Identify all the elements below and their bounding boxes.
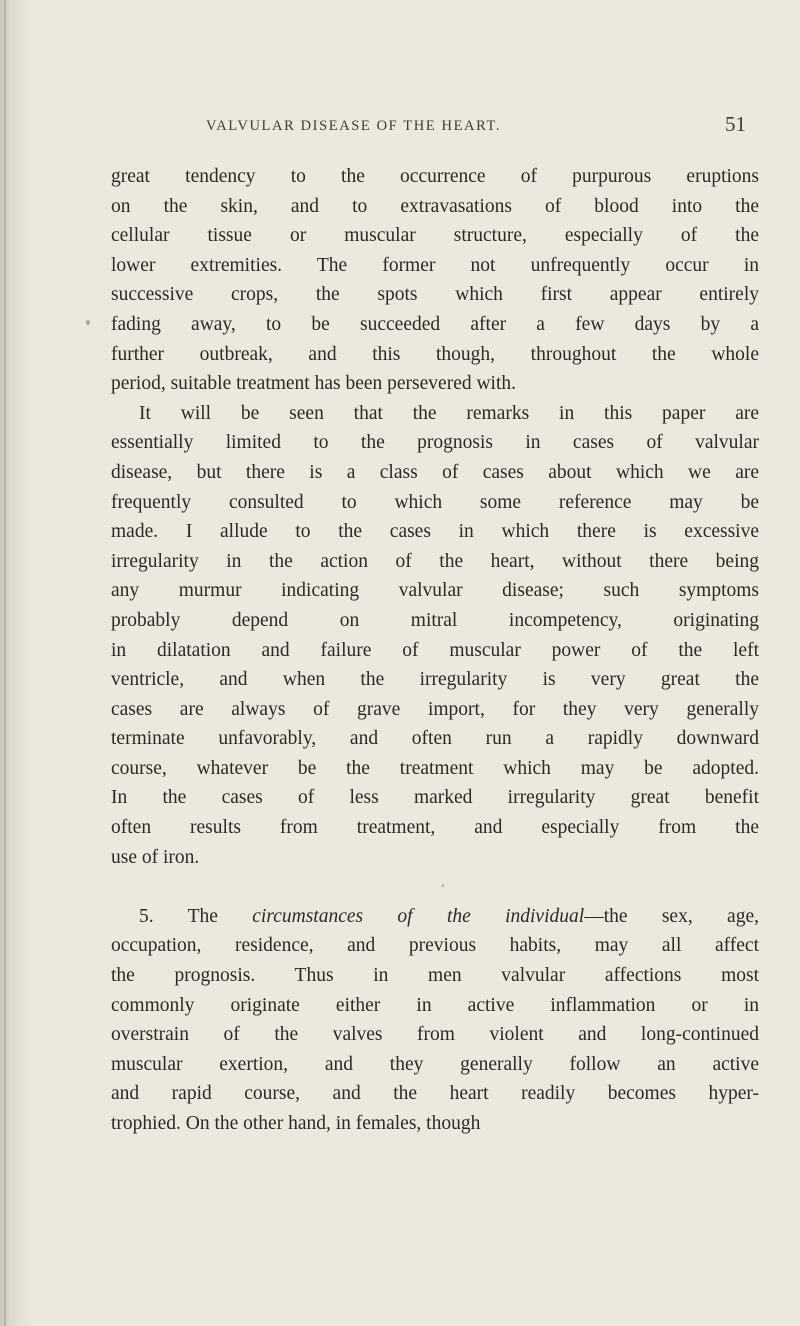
text-line: fading away, to be succeeded after a few days by a <box>111 313 759 335</box>
text-line: great tendency to the occurrence of purpurous eruptions <box>111 166 759 187</box>
text-line: cellular tissue or muscular structure, especially of the <box>111 225 759 247</box>
text-line: probably depend on mitral incompetency, originating <box>111 609 759 631</box>
text-line: period, suitable treatment has been persevered with. <box>111 373 517 395</box>
page-edge-line <box>4 0 6 1326</box>
page-header <box>0 112 800 144</box>
section-5-first-line <box>111 902 759 932</box>
text-line: muscular exertion, and they generally follow an active <box>111 1053 759 1075</box>
paper-speck <box>86 320 90 325</box>
text-line: irregularity in the action of the heart, without there being <box>111 550 759 572</box>
text-line: any murmur indicating valvular disease; such symptoms <box>111 580 759 602</box>
text-line: commonly originate either in active inflammation or in <box>111 994 759 1016</box>
text-line: the prognosis. Thus in men valvular affections most <box>111 965 759 987</box>
text-line: often results from treatment, and especially from the <box>111 817 759 839</box>
text-line: It will be seen that the remarks in this paper are <box>139 402 759 424</box>
text-line: ventricle, and when the irregularity is very great the <box>111 669 759 691</box>
paragraph-gap <box>111 872 759 902</box>
text-line: further outbreak, and this though, throughout the whole <box>111 343 759 365</box>
text-line: lower extremities. The former not unfrequently occur in <box>111 254 759 276</box>
text-line: trophied. On the other hand, in females, though <box>111 1113 481 1134</box>
text-line: In the cases of less marked irregularity great benefit <box>111 787 759 809</box>
paragraph-1 <box>111 162 759 399</box>
text-line: course, whatever be the treatment which may be adopted. <box>111 757 759 779</box>
text-line: cases are always of grave import, for they very generally <box>111 698 759 720</box>
text-line: on the skin, and to extravasations of blood into the <box>111 195 759 217</box>
paragraph-2 <box>111 399 759 873</box>
text-line: successive crops, the spots which first appear entirely <box>111 284 759 306</box>
text-line: made. I allude to the cases in which there is excessive <box>111 521 759 543</box>
italic-phrase: circumstances of the individual <box>252 905 585 927</box>
text-line: terminate unfavorably, and often run a rapidly downward <box>111 728 759 750</box>
text-line: occupation, residence, and previous habits, may all affect <box>111 935 759 957</box>
text-line: use of iron. <box>111 846 200 868</box>
text-line: overstrain of the valves from violent and long-continued <box>111 1024 759 1046</box>
page-number: 51 <box>725 112 746 136</box>
text-fragment: —the sex, age, <box>584 905 759 927</box>
text-line: in dilatation and failure of muscular power of the left <box>111 639 759 661</box>
text-line: disease, but there is a class of cases about which we are <box>111 461 759 483</box>
section-number: 5. The <box>139 905 253 927</box>
body-text <box>111 162 759 1139</box>
text-line: frequently consulted to which some reference may be <box>111 491 759 513</box>
paragraph-3 <box>111 902 759 1139</box>
text-line: and rapid course, and the heart readily becomes hyper- <box>111 1083 759 1105</box>
running-head: VALVULAR DISEASE OF THE HEART. <box>206 118 502 134</box>
paper-speck <box>442 884 444 887</box>
text-line: essentially limited to the prognosis in cases of valvular <box>111 432 759 454</box>
